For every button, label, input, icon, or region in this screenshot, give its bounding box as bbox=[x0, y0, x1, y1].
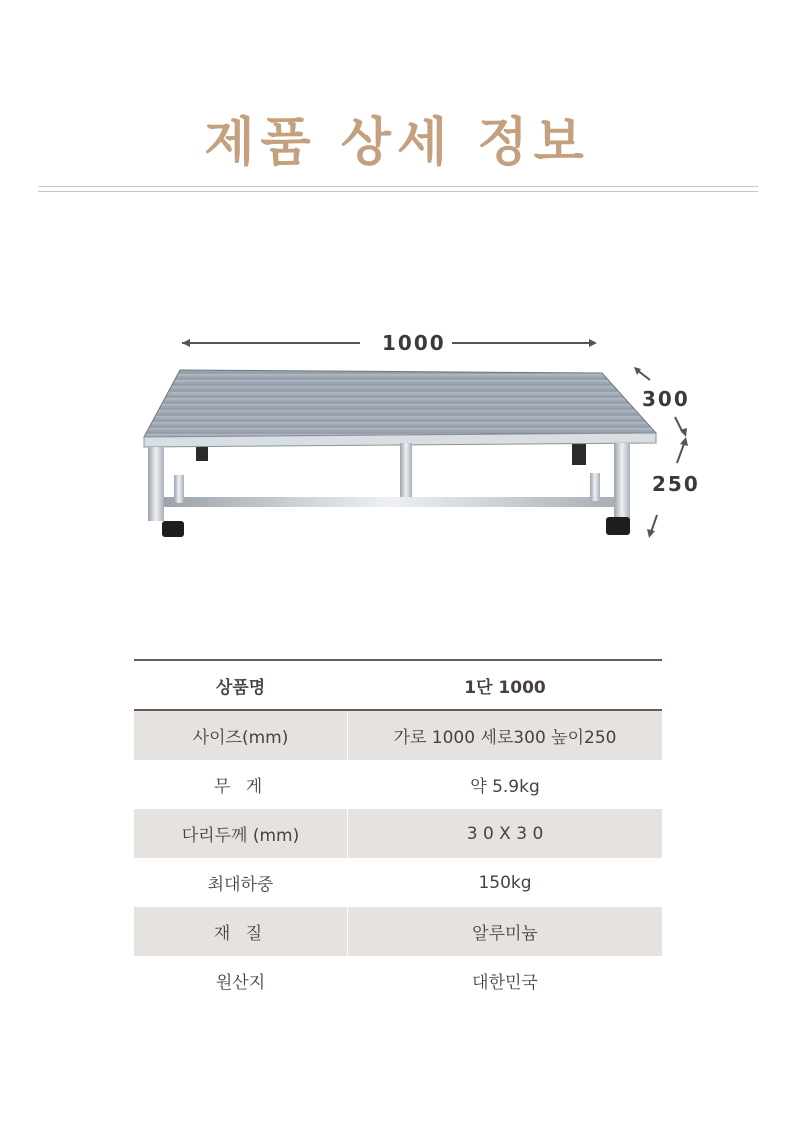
row-value: 대한민국 bbox=[348, 956, 663, 1005]
title-divider bbox=[38, 186, 758, 187]
page-title: 제품 상세 정보 bbox=[204, 113, 590, 173]
table-row bbox=[134, 710, 662, 760]
row-value: 가로 1000 세로300 높이250 bbox=[348, 710, 663, 760]
spec-table bbox=[134, 659, 662, 1005]
title-divider-secondary bbox=[38, 191, 758, 192]
row-value: 약 5.9kg bbox=[348, 760, 663, 809]
table-header-row bbox=[134, 660, 662, 710]
row-label: 다리두께 (mm) bbox=[134, 809, 348, 858]
width-label: 1000 bbox=[382, 331, 446, 355]
row-value: 3 0 X 3 0 bbox=[348, 809, 663, 858]
table-row bbox=[134, 760, 662, 809]
table-row bbox=[134, 956, 662, 1005]
row-label: 무 게 bbox=[213, 777, 268, 797]
height-label: 250 bbox=[652, 472, 700, 496]
row-value: 150kg bbox=[348, 858, 663, 907]
row-label: 최대하중 bbox=[207, 875, 274, 895]
row-label: 재 질 bbox=[134, 907, 348, 956]
row-label: 사이즈(mm) bbox=[134, 710, 348, 760]
row-value: 알루미늄 bbox=[348, 907, 663, 956]
table-row bbox=[134, 809, 662, 858]
table-row bbox=[134, 858, 662, 907]
table-header-value: 1단 1000 bbox=[348, 660, 663, 710]
row-label: 원산지 bbox=[215, 973, 266, 993]
product-image bbox=[130, 325, 710, 555]
table-row bbox=[134, 907, 662, 956]
depth-label: 300 bbox=[642, 387, 690, 411]
table-header-label: 상품명 bbox=[134, 660, 348, 710]
aluminum-platform-illustration bbox=[130, 325, 710, 555]
